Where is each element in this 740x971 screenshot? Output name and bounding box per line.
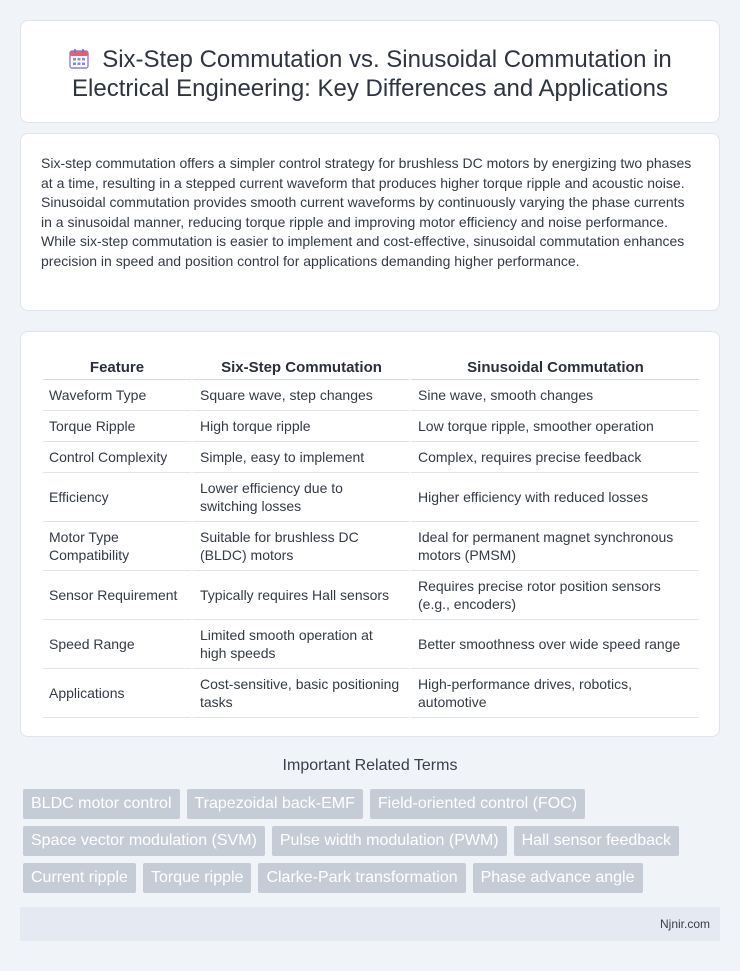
- related-term-tag[interactable]: Pulse width modulation (PWM): [272, 826, 507, 856]
- page-title-text: Six-Step Commutation vs. Sinusoidal Commutation in Electrical Engineering: Key Differences and Applications: [72, 46, 672, 102]
- table-cell: Cost-sensitive, basic positioning tasks: [191, 669, 409, 718]
- table-cell: Efficiency: [43, 473, 191, 522]
- table-row: [43, 571, 699, 620]
- table-header-row: [43, 350, 699, 380]
- table-cell: Control Complexity: [43, 442, 191, 473]
- table-row: [43, 522, 699, 571]
- table-cell: Higher efficiency with reduced losses: [409, 473, 699, 522]
- table-cell: Low torque ripple, smoother operation: [409, 411, 699, 442]
- table-cell: Complex, requires precise feedback: [409, 442, 699, 473]
- title-card: [20, 20, 720, 123]
- intro-card: [20, 133, 720, 311]
- table-cell: Applications: [43, 669, 191, 718]
- table-cell: Lower efficiency due to switching losses: [191, 473, 409, 522]
- table-cell: Sine wave, smooth changes: [409, 380, 699, 411]
- related-terms-heading: Important Related Terms: [282, 757, 458, 774]
- column-header: Six-Step Commutation: [191, 350, 409, 380]
- table-row: [43, 380, 699, 411]
- related-term-tag[interactable]: Hall sensor feedback: [514, 826, 679, 856]
- intro-paragraph: Six-step commutation offers a simpler control strategy for brushless DC motors by energizing two phases at a time, resulting in a stepped current waveform that produces higher torque ripple and acoustic noise. Sinusoidal commutation provides smooth current waveforms by continuously varying the phase currents in a sinusoidal manner, reducing torque ripple and improving motor efficiency and noise performance. While six-step commutation is easier to implement and cost-effective, sinusoidal commutation enhances precision in speed and position control for applications demanding higher performance.: [41, 155, 692, 269]
- related-term-tag[interactable]: Current ripple: [23, 863, 136, 893]
- table-row: [43, 473, 699, 522]
- table-cell: Typically requires Hall sensors: [191, 571, 409, 620]
- table-cell: Ideal for permanent magnet synchronous motors (PMSM): [409, 522, 699, 571]
- table-row: [43, 669, 699, 718]
- related-term-tag[interactable]: Torque ripple: [143, 863, 252, 893]
- table-row: [43, 442, 699, 473]
- table-cell: Speed Range: [43, 620, 191, 669]
- related-term-tag[interactable]: BLDC motor control: [23, 789, 180, 819]
- table-cell: High torque ripple: [191, 411, 409, 442]
- related-terms-list: [23, 789, 713, 893]
- related-term-tag[interactable]: Clarke-Park transformation: [258, 863, 465, 893]
- related-term-tag[interactable]: Trapezoidal back-EMF: [187, 789, 363, 819]
- table-cell: Square wave, step changes: [191, 380, 409, 411]
- related-term-tag[interactable]: Space vector modulation (SVM): [23, 826, 265, 856]
- table-row: [43, 411, 699, 442]
- calendar-icon: [68, 48, 90, 70]
- comparison-table: [43, 350, 699, 718]
- column-header: Feature: [43, 350, 191, 380]
- table-cell: Suitable for brushless DC (BLDC) motors: [191, 522, 409, 571]
- table-cell: Torque Ripple: [43, 411, 191, 442]
- comparison-card: [20, 331, 720, 737]
- table-cell: Limited smooth operation at high speeds: [191, 620, 409, 669]
- table-cell: Simple, easy to implement: [191, 442, 409, 473]
- footer: [20, 907, 720, 941]
- table-row: [43, 620, 699, 669]
- site-credit[interactable]: Njnir.com: [659, 917, 710, 931]
- table-cell: Better smoothness over wide speed range: [409, 620, 699, 669]
- column-header: Sinusoidal Commutation: [409, 350, 699, 380]
- page-title: [41, 45, 699, 103]
- related-term-tag[interactable]: Phase advance angle: [473, 863, 643, 893]
- table-cell: High-performance drives, robotics, automotive: [409, 669, 699, 718]
- table-cell: Requires precise rotor position sensors (e.g., encoders): [409, 571, 699, 620]
- related-term-tag[interactable]: Field-oriented control (FOC): [370, 789, 585, 819]
- table-cell: Waveform Type: [43, 380, 191, 411]
- table-cell: Motor Type Compatibility: [43, 522, 191, 571]
- table-cell: Sensor Requirement: [43, 571, 191, 620]
